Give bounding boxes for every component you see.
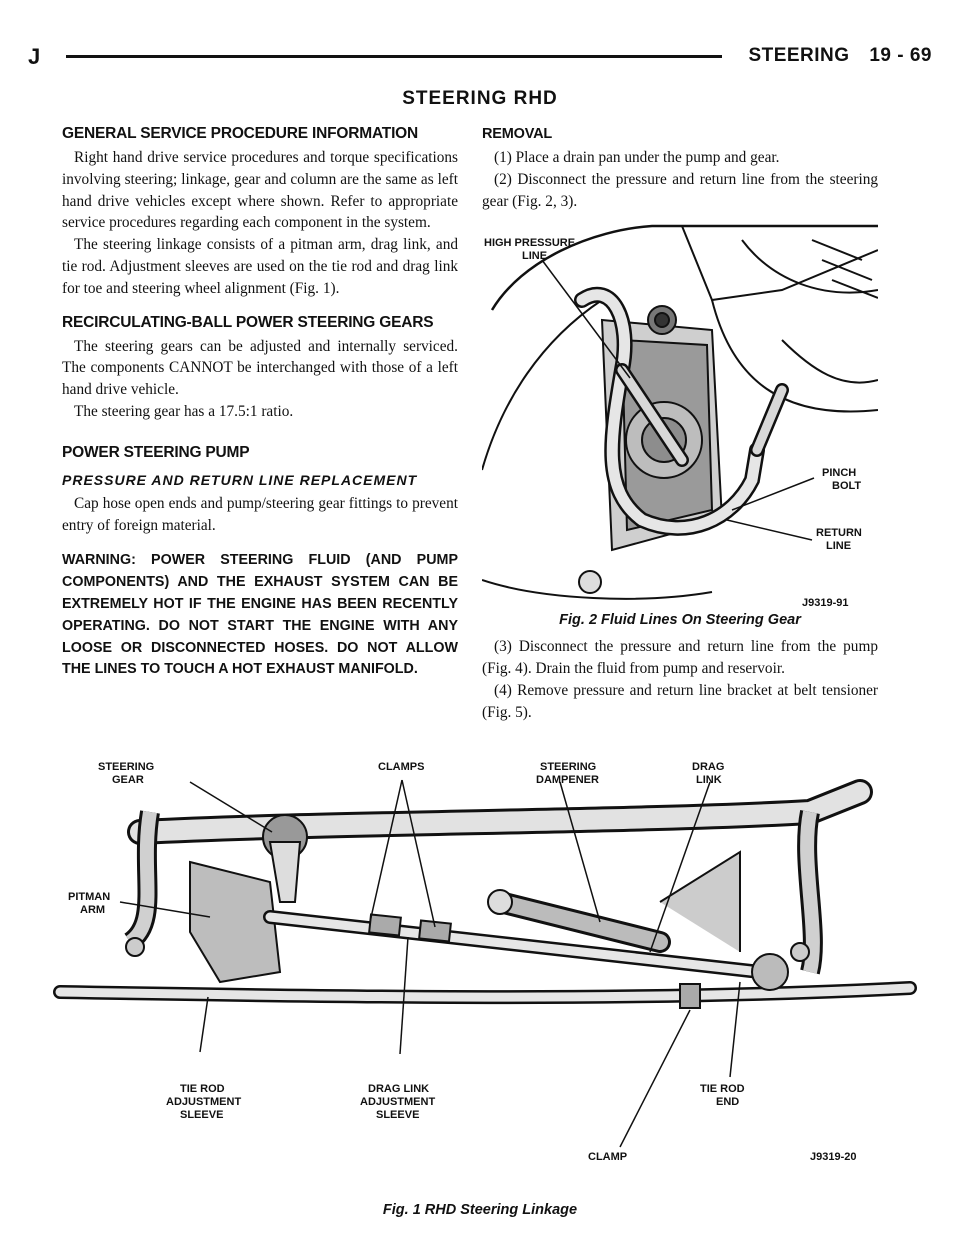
step-2: (2) Disconnect the pressure and return line from the steering gear (Fig. 2, 3). <box>482 170 878 210</box>
label-drag-link-2: LINK <box>696 774 722 786</box>
left-column <box>62 124 458 681</box>
label-high-pressure-2: LINE <box>522 250 548 263</box>
figure-1-caption: Fig. 1 RHD Steering Linkage <box>382 1202 578 1218</box>
label-return-2: LINE <box>826 540 852 553</box>
header-rule <box>66 55 722 58</box>
label-drag-link-1: DRAG <box>692 761 725 773</box>
figure-1-code: J9319-20 <box>810 1151 857 1163</box>
label-pinch-2: BOLT <box>832 480 862 493</box>
label-drag-link-sleeve-1: DRAG LINK <box>368 1083 430 1095</box>
general-heading: GENERAL SERVICE PROCEDURE INFORMATION <box>62 125 419 142</box>
label-tie-rod-end-2: END <box>716 1096 740 1108</box>
figure-2-code: J9319-91 <box>802 597 849 610</box>
figure-2-caption: Fig. 2 Fluid Lines On Steering Gear <box>559 612 801 629</box>
step-1: (1) Place a drain pan under the pump and gear. <box>494 149 780 166</box>
label-clamps: CLAMPS <box>378 761 425 773</box>
label-drag-link-sleeve-3: SLEEVE <box>376 1109 420 1121</box>
gears-paragraph-2: The steering gear has a 17.5:1 ratio. <box>74 402 294 420</box>
header-right <box>734 45 932 67</box>
header-section: STEERING <box>748 45 850 66</box>
step-4: (4) Remove pressure and return line bracket at belt tensioner (Fig. 5). <box>482 681 878 721</box>
label-tie-rod-sleeve-2: ADJUSTMENT <box>166 1096 242 1108</box>
label-dampener-1: STEERING <box>540 761 597 773</box>
label-pinch-1: PINCH <box>822 467 857 480</box>
label-high-pressure-1: HIGH PRESSURE <box>484 237 576 250</box>
page-header <box>28 44 932 68</box>
label-return-1: RETURN <box>816 527 862 540</box>
gears-paragraph-1: The steering gears can be adjusted and internally serviced. The components CANNOT be interchanged with those of a left hand drive vehicle. <box>62 337 458 399</box>
steering-linkage-illustration <box>40 752 920 1184</box>
general-paragraph-2: The steering linkage consists of a pitman arm, drag link, and tie rod. Adjustment sleeves are used on the tie rod and drag link for toe and steering wheel alignment (Fig. 1). <box>62 236 458 297</box>
label-dampener-2: DAMPENER <box>536 774 599 786</box>
gears-heading: RECIRCULATING-BALL POWER STEERING GEARS <box>62 313 434 331</box>
removal-heading: REMOVAL <box>482 126 553 142</box>
label-tie-rod-sleeve-3: SLEEVE <box>180 1109 224 1121</box>
fluid-lines-illustration <box>482 220 878 610</box>
pump-heading: POWER STEERING PUMP <box>62 443 250 461</box>
header-page-number: 19 - 69 <box>869 45 932 66</box>
label-steering-gear-2: GEAR <box>112 774 144 786</box>
label-pitman-2: ARM <box>80 904 106 916</box>
label-clamp: CLAMP <box>588 1151 628 1163</box>
figure-1 <box>40 752 920 1226</box>
step-3: (3) Disconnect the pressure and return line from the pump (Fig. 4). Drain the fluid from pump and reservoir. <box>482 638 878 678</box>
label-drag-link-sleeve-2: ADJUSTMENT <box>360 1096 436 1108</box>
label-steering-gear-1: STEERING <box>98 761 155 773</box>
figure-2 <box>482 220 878 628</box>
general-paragraph-1: Right hand drive service procedures and torque specifications involving steering; linkage, gear and column are the same as left hand drive vehicles except where shown. Refer to appropriate service procedures regarding each component in the system. <box>62 149 458 232</box>
right-column <box>482 124 878 724</box>
header-letter: J <box>28 44 41 69</box>
label-pitman-1: PITMAN <box>68 891 111 903</box>
label-tie-rod-end-1: TIE ROD <box>700 1083 745 1095</box>
pressure-subheading: PRESSURE AND RETURN LINE REPLACEMENT <box>62 471 418 488</box>
pressure-paragraph: Cap hose open ends and pump/steering gear fittings to prevent entry of foreign material. <box>62 494 458 534</box>
page-title: STEERING RHD <box>402 88 558 109</box>
label-tie-rod-sleeve-1: TIE ROD <box>180 1083 225 1095</box>
warning-text: WARNING: POWER STEERING FLUID (AND PUMP COMPONENTS) AND THE EXHAUST SYSTEM CAN BE EXTREMELY HOT IF THE ENGINE HAS BEEN RECENTLY OPERATING. DO NOT START THE ENGINE WITH ANY LOOSE OR DISCONNECTED HOSES. DO NOT ALLOW THE LINES TO TOUCH A HOT EXHAUST MANIFOLD. <box>62 552 458 678</box>
